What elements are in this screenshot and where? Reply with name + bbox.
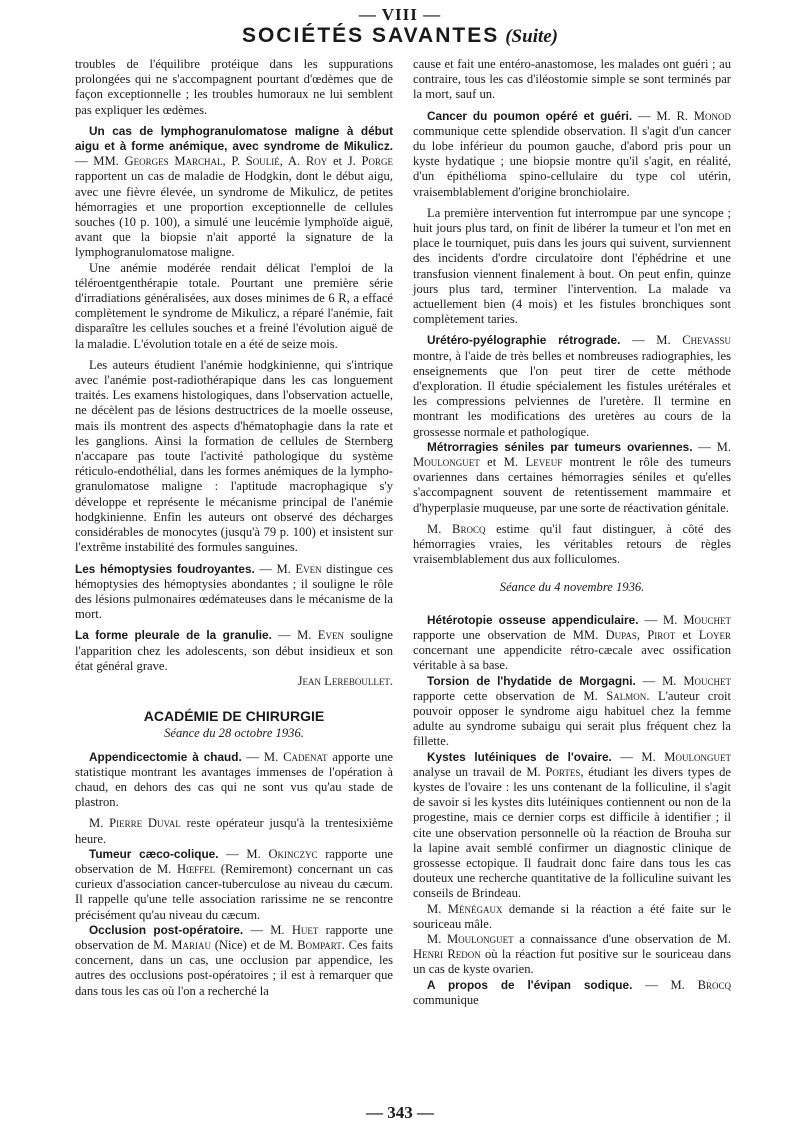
text: — M. (611, 749, 665, 764)
author-name: Porge (361, 154, 394, 169)
text: rapporte cette observation de M. (413, 688, 607, 703)
article-torsion (413, 674, 731, 750)
author-names: Dupas, Pirot (605, 627, 676, 642)
article-granulie (75, 628, 393, 674)
paragraph (413, 932, 731, 978)
author-name: Chevassu (682, 333, 731, 348)
text: rapporte une observation de M. (75, 922, 393, 952)
text: — M. (218, 846, 269, 861)
roman-page-number: — VIII — (358, 5, 442, 24)
text: — M. (241, 749, 284, 764)
text: — M. (254, 561, 296, 576)
text: montrent le rôle des tumeurs ovariennes dans certaines hémorragies séniles et qu'elles s'accompagnent souvent de retentissement mammaire et d'hyperplasie muqueuse, par une sorte de réactivation génitale. (413, 455, 731, 515)
text: — M. (638, 612, 684, 627)
text: — M. (692, 439, 731, 454)
text: estime qu'il faut distinguer, à côté des hémorragies vraies, les véritables retours de règles vraisemblablement dus aux folliculomes. (413, 521, 731, 567)
author-name: Even (317, 628, 344, 643)
text: rapportent un cas de maladie de Hodgkin, dont le début aigu, avec une fièvre élevée, un syndrome de Mikulicz, de petites hémorragies et une proportion exceptionnelle de cellules souches (10 p. 100), a simulé une leucémie lymphoïde aiguë, avant que la biopsie n'ait apporté la signature de la lymphogranulomatose maligne. (75, 169, 393, 260)
text: — M. (620, 333, 683, 348)
author-name: Mouchet (683, 673, 732, 688)
text: analyse un travail de M. (413, 764, 546, 779)
text: (Remiremont) concernant un cas curieux d'association cancer-tuberculose au niveau du cæcum. Il rappelle qu'une telle association rarissime ne se rencontre précisément qu'au niveau du cæcum. (75, 861, 393, 922)
author-name: Pierre Duval (109, 816, 181, 831)
article-hemoptysies (75, 562, 393, 623)
article-evipan (413, 978, 731, 1008)
seance-date: Séance du 28 octobre 1936. (164, 726, 304, 741)
author-name: Brocq (697, 977, 731, 992)
author-name: Salmon (606, 688, 647, 703)
paragraph: La première intervention fut interrompue par une syncope ; huit jours plus tard, on finit de libérer la tumeur et l'on met en place le tourniquet, puis dans les jours qui suivent, surviennent des incidents d'ordre circulatoire dont l'éphédrine et une transfusion viennent finalement à bout. On peut enfin, quinze jours plus tard, terminer l'intervention. La malade va actuellement bien (4 mois) et les fistules bronchiques sont complètement taries. (413, 205, 731, 327)
article-heterotopie (413, 613, 731, 674)
text: — M. (635, 673, 684, 688)
text: . L'auteur croit pouvoir opposer le syndrome aigu habituel chez la femme adulte au syndrome subaigu qui serait plus fréquent chez la fillette. (413, 688, 731, 749)
author-name: Portes (545, 764, 581, 779)
article-title: Les hémoptysies foudroyantes. (75, 561, 255, 576)
author-names: Georges Marchal, P. Soulié, A. Roy (124, 154, 328, 169)
paragraph (75, 816, 393, 846)
page-header (0, 24, 800, 48)
text: et J. (327, 154, 362, 169)
text: M. (427, 931, 447, 946)
author-name: Moulonguet (664, 749, 731, 764)
author-name: Monod (693, 108, 731, 123)
signature: Jean Lereboullet. (297, 673, 393, 688)
text: où la réaction fut positive sur le souriceau dans un cas de kyste ovarien. (413, 947, 731, 977)
text: concernant une appendicite rétro-cæcale avec ossification véritable à sa base. (413, 643, 731, 673)
header-title: SOCIÉTÉS SAVANTES (241, 24, 500, 47)
article-title: Urétéro-pyélographie rétrograde. (427, 333, 621, 348)
article-title: Appendicectomie à chaud. (89, 749, 242, 764)
author-name: Cadenat (283, 749, 328, 764)
text: — M. (632, 977, 698, 992)
text: a connaissance d'une observation de M. (513, 931, 732, 946)
text: (Nice) et de M. (210, 937, 298, 952)
article-title: Métrorragies séniles par tumeurs ovariennes. (427, 439, 693, 454)
author-name: Mouchet (683, 612, 732, 627)
article-occlusion (75, 923, 393, 999)
paragraph: cause et fait une entéro-anastomose, les malades ont guéri ; au contraire, tous les cas d'iléostomie simple se sont terminés par la mort, sauf un. (413, 57, 731, 102)
text: demande si la réaction a été faite sur le souriceau mâle. (413, 901, 731, 931)
article-title: Hétérotopie osseuse appendiculaire. (427, 612, 639, 627)
paragraph (413, 522, 731, 568)
text: et (675, 627, 699, 642)
text: rapporte une observation de M. (75, 846, 394, 876)
article-title: Kystes lutéiniques de l'ovaire. (427, 749, 612, 764)
article-title: Occlusion post-opératoire. (89, 922, 244, 937)
text: , étudiant les divers types de kystes de l'ovaire : les uns contenant de la folliculine, il s'agit de savoir si les kystes dits lutéiniques contiennent ou non de la progestine, mais ce dernier corps est difficile à identifier ; il cite une observation personnelle où la réaction de Brouha sur la lapine avait semblé confirmer un diagnostic clinique de grossesse ectopique. Il faudrait donc faire dans tous les cas douteux une recherche quantitative de la folliculine suivant les conseils de Brindeau. (413, 764, 731, 901)
text: montre, à l'aide de très belles et nombreuses radiographies, les enseignements que l'on peut tirer de cette méthode d'exploration. Il étudie spécialement les fistules urétérales et les compressions pelviennes de l'uretère. Il termine en montrant les modifications des uretères au cours de la grossesse normale et pathologique. (413, 348, 731, 439)
article-title: Un cas de lymphogranulomatose maligne à début aigu et à forme anémique, avec syndrome de Mikulicz. (75, 123, 393, 154)
text: — M. (243, 922, 292, 937)
author-name: Bompart (297, 937, 342, 952)
author-name: Ménégaux (447, 901, 503, 916)
article-title: La forme pleurale de la granulie. (75, 628, 272, 643)
text: rapporte une observation de MM. (413, 627, 606, 642)
text: apporte une statistique montrant les avantages immenses de l'opération à chaud, en dehors des cas qui ne sont vus qu'au stade de plastron. (75, 749, 393, 810)
text: — M. (271, 628, 318, 643)
article-appendicectomie (75, 750, 393, 811)
paragraph: troubles de l'équilibre protéique dans les suppurations prolongées qui ne s'accompagnent pourtant d'œdèmes que de façon exceptionnelle ; les troubles humoraux ne lui semblent pas expliquer les œdèmes. (75, 57, 393, 117)
paragraph: Les auteurs étudient l'anémie hodgkinienne, qui s'intrique avec l'anémie post-radiothérapique dans les cas longuement traités. Les examens histologiques, dans l'observation actuelle, ne décèlent pas de lésions destructrices de la moelle osseuse, mais ils montrent des aspects d'hématophagie dans la rate et les ganglions. Ainsi la formation de cellules de Sternberg n'accapare pas toute l'activité pathologique du système réticulo-endothélial, dans les formes anémiques de la lympho-granulomatose maligne : l'aptitude macrophagique s'y développe et représente le mécanisme principal de l'anémie hodgkinienne. Enfin les auteurs ont observé des décharges considérables de monocytes (jusqu'à 79 p. 100) et insistent sur l'extrême instabilité des formules sanguines. (75, 357, 393, 555)
paragraph: Une anémie modérée rendait délicat l'emploi de la téléroentgenthérapie totale. Pourtant une première série d'irradiations généralisées, aux doses minimes de 6 R, a effacé complètement le syndrome de Mikulicz, a réparé l'anémie, fait disparaître les cellules souches et a freiné l'évolution aiguë de la maladie. L'évolution totale en a été de seize mois. (75, 260, 393, 351)
article-title: A propos de l'évipan sodique. (427, 977, 633, 992)
author-name: Huet (291, 922, 319, 937)
text: communique cette splendide observation. Il s'agit d'un cancer du lobe inférieur du poumon gauche, d'abord pris pour un kyste hydatique ; une biopsie montre qu'il s'agit, en réalité, d'un épithélioma spino-cellulaire du type col utérin, vraisemblablement d'origine bronchiolaire. (413, 123, 731, 199)
text: souligne l'apparition chez les adolescents, son début insidieux et son état général grave. (75, 628, 393, 673)
author-name: Okinczyc (268, 846, 318, 861)
article-kystes (413, 750, 731, 902)
left-column (75, 57, 393, 999)
text: — M. R. (632, 108, 694, 123)
article-metrorragies (413, 440, 731, 516)
page-number: — 343 — (366, 1103, 434, 1122)
author-name: Leveuf (525, 455, 563, 470)
article-uretero (413, 333, 731, 439)
author-name: Even (295, 561, 322, 576)
text: communique (413, 992, 479, 1007)
author-name: Brocq (452, 521, 486, 536)
author-name: Hœffel (176, 861, 216, 876)
text: reste opérateur jusqu'à la trentesixième heure. (75, 816, 393, 846)
author-name: Mariau (171, 937, 211, 952)
article-title: Torsion de l'hydatide de Morgagni. (427, 673, 636, 688)
right-column (413, 57, 731, 1008)
seance-date: Séance du 4 novembre 1936. (499, 579, 645, 594)
text: M. (89, 816, 110, 831)
text: — MM. (75, 154, 125, 169)
text: M. (427, 901, 448, 916)
article-tumeur (75, 847, 393, 923)
text: distingue ces hémoptysies des hémoptysies abondantes ; il souligne le rôle des lésions pulmonaires œdémateuses dans le mécanisme de la mort. (75, 561, 393, 622)
paragraph (413, 902, 731, 932)
article-cancer-poumon (413, 109, 731, 200)
article-title: Cancer du poumon opéré et guéri. (427, 108, 633, 123)
text: et M. (479, 455, 526, 470)
author-name: Moulonguet (446, 931, 514, 946)
text: . Ces faits concernent, dans un cas, une occlusion par appendice, les autres des occlusions post-opératoires ; il est à remarquer que dans tous les cas où l'on a recherché la (75, 937, 393, 998)
header-suite: (Suite) (505, 26, 559, 47)
author-name: Moulonguet (413, 455, 480, 470)
article-title: Tumeur cæco-colique. (89, 846, 219, 861)
author-name: Henri Redon (413, 947, 481, 962)
author-name: Loyer (698, 627, 731, 642)
section-heading-academie: ACADÉMIE DE CHIRURGIE (143, 708, 325, 725)
article-lymphogranulomatose (75, 124, 393, 261)
text: M. (427, 521, 453, 536)
